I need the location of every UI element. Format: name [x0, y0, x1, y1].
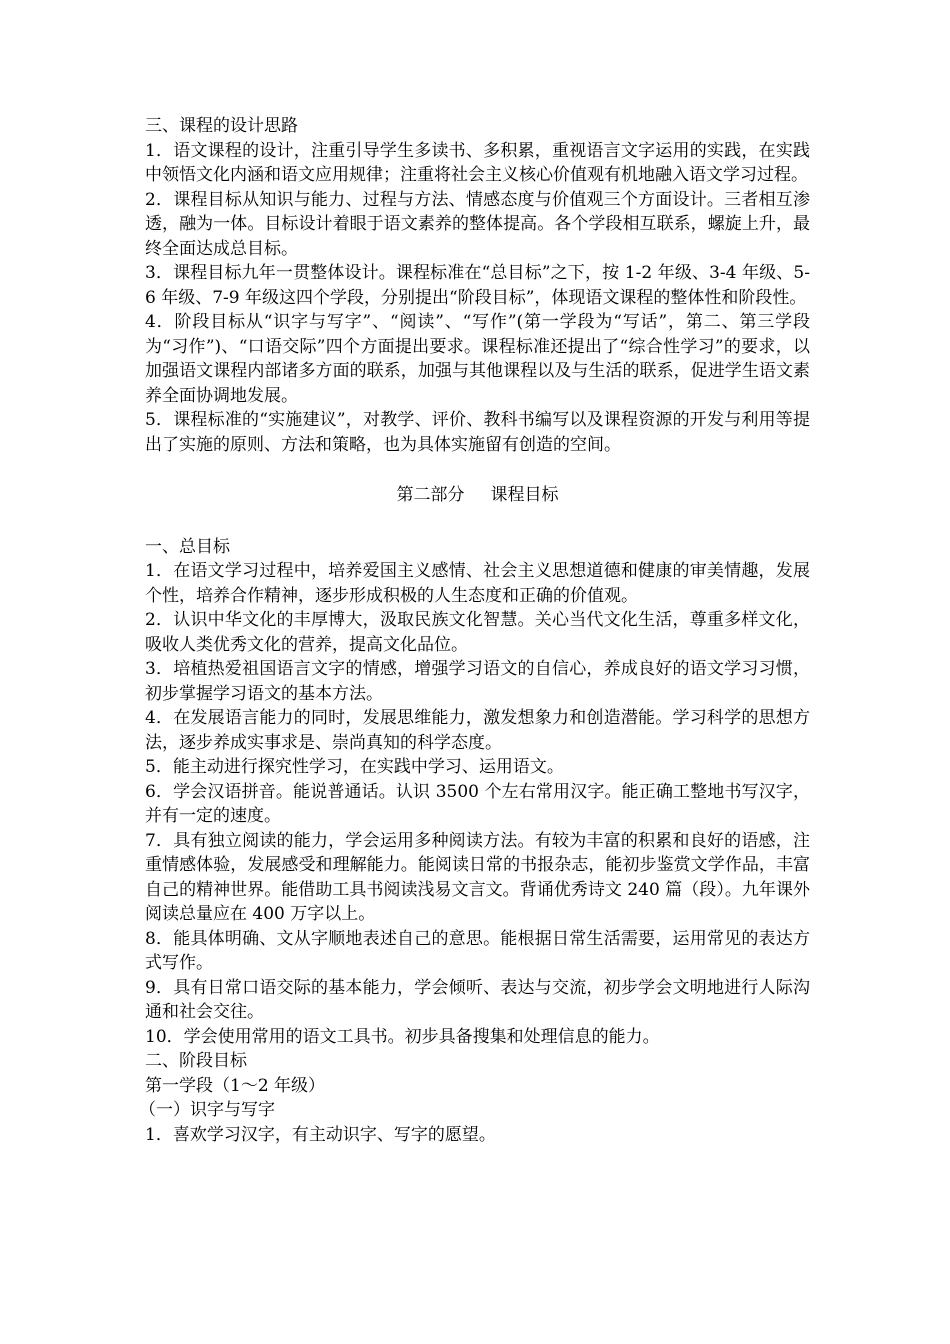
- goal-item-10: 10．学会使用常用的语文工具书。初步具备搜集和处理信息的能力。: [145, 1026, 660, 1047]
- design-item-4: 4．阶段目标从“识字与写字”、“阅读”、“写作”(第一学段为“写话”，第二、第三学段为“习作”)、“口语交际”四个方面提出要求。课程标准还提出了“综合性学习”的要求，以加强语文课程内部诸多方面的联系，加强与其他课程以及与生活的联系，促进学生语文素养全面协调地发展。: [145, 312, 810, 406]
- design-item-5: 5．课程标准的“实施建议”，对教学、评价、教科书编写以及课程资源的开发与利用等提出了实施的原则、方法和策略，也为具体实施留有创造的空间。: [145, 410, 810, 455]
- part-name: 课程目标: [490, 485, 559, 505]
- section-heading-stage: 二、阶段目标: [145, 1051, 247, 1071]
- goal-item-2: 2．认识中华文化的丰厚博大，汲取民族文化智慧。关心当代文化生活，尊重多样文化，吸收人类优秀文化的营养，提高文化品位。: [145, 610, 810, 655]
- stage-item-1: 1．喜欢学习汉字，有主动识字、写字的愿望。: [145, 1124, 496, 1145]
- goal-item-5: 5．能主动进行探究性学习，在实践中学习、运用语文。: [145, 757, 564, 777]
- stage-title: 第一学段（1～2 年级）: [145, 1075, 326, 1096]
- goal-item-3: 3．培植热爱祖国语言文字的情感，增强学习语文的自信心，养成良好的语文学习习惯，初步掌握学习语文的基本方法。: [145, 659, 810, 704]
- goal-item-1: 1．在语文学习过程中，培养爱国主义感情、社会主义思想道德和健康的审美情趣，发展个性，培养合作精神，逐步形成积极的人生态度和正确的价值观。: [145, 561, 810, 606]
- goal-item-4: 4．在发展语言能力的同时，发展思维能力，激发想象力和创造潜能。学习科学的思想方法，逐步养成实事求是、崇尚真知的科学态度。: [145, 708, 810, 753]
- section-heading-design: 三、课程的设计思路: [145, 116, 298, 136]
- design-item-3: 3．课程目标九年一贯整体设计。课程标准在“总目标”之下，按 1-2 年级、3-4 年级、5-6 年级、7-9 年级这四个学段，分别提出“阶段目标”，体现语文课程的整体性和阶段性。: [145, 263, 810, 308]
- goal-item-6: 6．学会汉语拼音。能说普通话。认识 3500 个左右常用汉字。能正确工整地书写汉字，并有一定的速度。: [145, 781, 810, 826]
- goal-item-9: 9．具有日常口语交际的基本能力，学会倾听、表达与交流，初步学会文明地进行人际沟通和社会交往。: [145, 977, 810, 1022]
- design-item-2: 2．课程目标从知识与能力、过程与方法、情感态度与价值观三个方面设计。三者相互渗透，融为一体。目标设计着眼于语文素养的整体提高。各个学段相互联系，螺旋上升，最终全面达成总目标。: [145, 189, 810, 259]
- part-number: 第二部分: [396, 485, 465, 505]
- part-title: [145, 483, 810, 508]
- design-item-1: 1．语文课程的设计，注重引导学生多读书、多积累，重视语言文字运用的实践，在实践中领悟文化内涵和语文应用规律；注重将社会主义核心价值观有机地融入语文学习过程。: [145, 140, 810, 185]
- goal-item-8: 8．能具体明确、文从字顺地表述自己的意思。能根据日常生活需要，运用常见的表达方式写作。: [145, 928, 810, 973]
- goal-item-7: 7．具有独立阅读的能力，学会运用多种阅读方法。有较为丰富的积累和良好的语感，注重情感体验，发展感受和理解能力。能阅读日常的书报杂志，能初步鉴赏文学作品，丰富自己的精神世界。能借助工具书阅读浅易文言文。背诵优秀诗文 240 篇（段）。九年课外阅读总量应在 400 万字以上。: [145, 830, 810, 924]
- section-heading-goals: 一、总目标: [145, 536, 230, 557]
- document-page: [139, 114, 810, 1147]
- stage-subheading: （一）识字与写字: [139, 1100, 275, 1120]
